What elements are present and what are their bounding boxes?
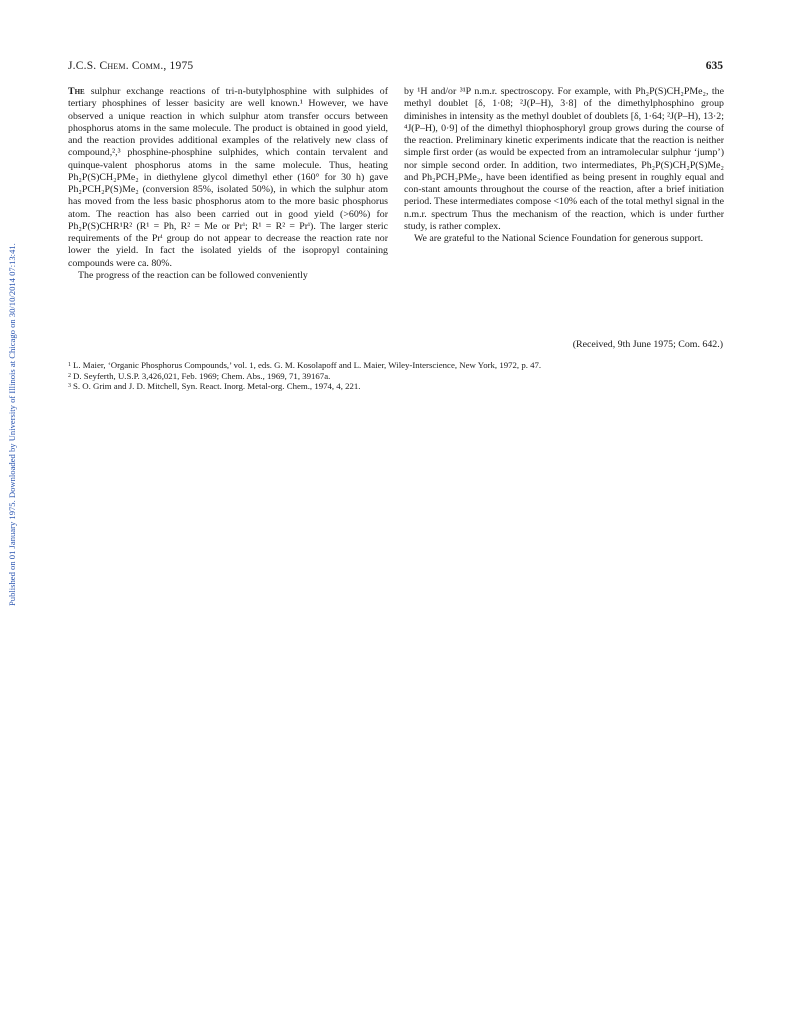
paragraph-3: by ¹H and/or ³¹P n.m.r. spectroscopy. For example, with Ph₂P(S)CH₂PMe₂, the methyl doublet [δ, 1·08; ²J(P–H), 3·8] of the dimethylphosphino group diminishes in intensity as the methyl doublet of doublets [δ, 1·64; ²J(P–H), 13·2; ⁴J(P–H), 0·9] of the dimethyl thiophosphoryl group grows during the course of the reaction. Preliminary kinetic experiments indicate that the reaction is neither simple first order (as would be expected from an intramolecular sulphur ‘jump’) nor simple second order. In addition, two intermediates, Ph₂P(S)CH₂P(S)Me₂ and Ph₂PCH₂PMe₂, have been identified as being present in roughly equal and con-stant amounts throughout the course of the reaction, after a brief initiation period. These intermediates compose <10% each of the total methyl signal in the n.m.r. spectrum Thus the mechanism of the reaction, which is under further study, is rather complex. — [404, 86, 724, 232]
reference-text: S. O. Grim and J. D. Mitchell, Syn. React. Inorg. Metal-org. Chem., 1974, 4, 221. — [73, 381, 361, 391]
reference-number: 1 — [68, 362, 71, 368]
received-date: (Received, 9th June 1975; Com. 642.) — [572, 339, 723, 350]
paragraph-2: The progress of the reaction can be followed conveniently — [78, 269, 308, 281]
download-notice: Published on 01 January 1975. Downloaded by University of Illinois at Chicago on 30/10/2014 07:13:41. — [7, 243, 17, 606]
journal-year: , 1975 — [163, 60, 194, 72]
reference-item — [68, 381, 728, 392]
right-column — [404, 86, 724, 245]
paragraph-1 — [68, 86, 388, 270]
references — [68, 360, 728, 392]
reference-item — [68, 371, 728, 382]
reference-text: L. Maier, ‘Organic Phosphorus Compounds,’ vol. 1, eds. G. M. Kosolapoff and L. Maier, Wiley-Interscience, New York, 1972, p. 47. — [73, 360, 542, 370]
page-number: 635 — [705, 60, 723, 72]
paragraph-1-text: sulphur exchange reactions of tri-n-butylphosphine with sulphides of tertiary phosphines of lesser basicity are well known.¹ However, we have observed a unique reaction in which sulphur atom transfer occurs between phosphorus atoms in the same molecule. The product is obtained in good yield, and the reaction provides additional examples of the relatively new class of compound,²,³ phosphine-phosphine sulphides, which contain tervalent and quinque-valent phosphorus atoms in the same molecule. Thus, heating Ph₂P(S)CH₂PMe₂ in diethylene glycol dimethyl ether (160° for 30 h) gave Ph₂PCH₂P(S)Me₂ (conversion 85%, isolated 50%), in which the sulphur atom has moved from the less basic phosphorus atom to the more basic phosphorus atom. The reaction has also been carried out in good yield (>60%) for Ph₂P(S)CHR¹R² (R¹ = Ph, R² = Me or Prⁱ; R¹ = R² = Prⁱ). The larger steric requirements of the Prⁱ group do not appear to decrease the reaction rate nor lower the yield. In fact the isolated yields of the isopropyl containing compounds were ca. 80%. — [68, 86, 388, 269]
journal-header — [68, 60, 193, 72]
journal-prefix: J.C.S. — [68, 60, 100, 72]
acknowledgement: We are grateful to the National Science Foundation for generous support. — [414, 233, 704, 244]
reference-item — [68, 360, 728, 371]
reference-number: 3 — [68, 383, 71, 389]
lead-word: The — [68, 86, 85, 97]
reference-number: 2 — [68, 372, 71, 379]
journal-name: Chem. Comm. — [99, 60, 164, 72]
reference-text: D. Seyferth, U.S.P. 3,426,021, Feb. 1969; Chem. Abs., 1969, 71, 39167a. — [73, 370, 331, 381]
left-column — [68, 86, 388, 282]
